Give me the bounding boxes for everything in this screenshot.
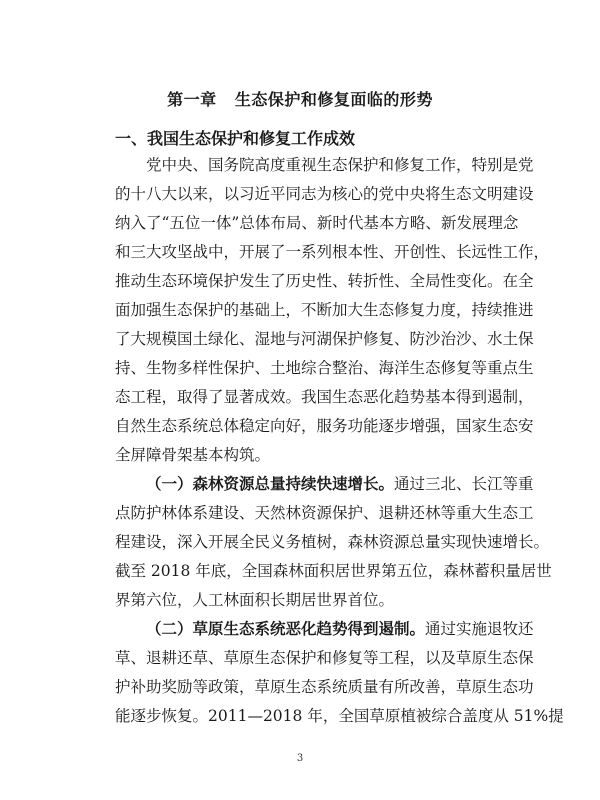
text-line: 的十八大以来，以习近平同志为核心的党中央将生态文明建设 — [115, 185, 534, 203]
section-heading: 一、我国生态保护和修复工作成效 — [115, 129, 356, 148]
text-line: 全屏障骨架基本构筑。 — [115, 446, 271, 464]
text-line: 点防护林体系建设、天然林资源保护、退耕还林等重大生态工 — [115, 504, 534, 522]
text-line: 自然生态系统总体稳定向好，服务功能逐步增强，国家生态安 — [115, 417, 534, 435]
text-line: 了大规模国土绿化、湿地与河湖保护修复、防沙治沙、水土保 — [115, 330, 534, 348]
text-line: 党中央、国务院高度重视生态保护和修复工作，特别是党 — [146, 156, 534, 174]
text-line: （二）草原生态系统恶化趋势得到遏制。通过实施退牧还 — [146, 619, 534, 638]
text-line: 面加强生态保护的基础上，不断加大生态修复力度，持续推进 — [115, 301, 534, 319]
text-line: 持、生物多样性保护、土地综合整治、海洋生态修复等重点生 — [115, 359, 534, 377]
text-line: 护补助奖励等政策，草原生态系统质量有所改善，草原生态功 — [115, 678, 534, 696]
text-line: 纳入了“五位一体”总体布局、新时代基本方略、新发展理念 — [115, 214, 519, 232]
text-line: 界第六位，人工林面积长期居世界首位。 — [115, 591, 395, 609]
text-line: 推动生态环境保护发生了历史性、转折性、全局性变化。在全 — [115, 272, 534, 290]
text-line: 和三大攻坚战中，开展了一系列根本性、开创性、长远性工作， — [115, 243, 550, 261]
chapter-title: 第一章 生态保护和修复面临的形势 — [167, 90, 433, 109]
text-line: 草、退耕还草、草原生态保护和修复等工程，以及草原生态保 — [115, 649, 534, 667]
subsection-heading: （二）草原生态系统恶化趋势得到遏制。 — [146, 619, 426, 638]
text-line: 能逐步恢复。2011—2018 年，全国草原植被综合盖度从 51%提 — [115, 707, 564, 725]
text-line: 态工程，取得了显著成效。我国生态恶化趋势基本得到遏制， — [115, 388, 534, 406]
text-line: 截至 2018 年底，全国森林面积居世界第五位，森林蓄积量居世 — [115, 562, 552, 580]
subsection-heading: （一）森林资源总量持续快速增长。 — [146, 474, 395, 493]
text-line: 程建设，深入开展全民义务植树，森林资源总量实现快速增长。 — [115, 533, 550, 551]
page-number: 3 — [296, 753, 304, 764]
text-line: （一）森林资源总量持续快速增长。通过三北、长江等重 — [146, 474, 534, 493]
